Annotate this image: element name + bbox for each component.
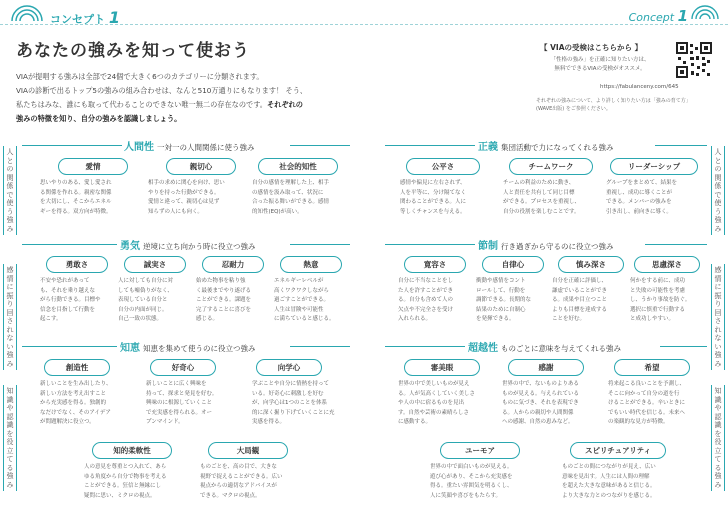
- top-bar: [0, 0, 728, 30]
- via-description: 「性格の強み」を正確に知りたい方は、 無料でできるVIAの受検がオススメ。: [550, 57, 650, 72]
- via-info-box: [536, 42, 712, 114]
- qr-code-icon[interactable]: [676, 42, 712, 78]
- side-label-right-2: 感情に振り回されない強み: [711, 264, 725, 370]
- category-humanity: 人間性 一対一の人間関係に使う強み: [124, 142, 255, 153]
- intro-text: VIAが提唱する強みは全部で24個で大きく6つのカテゴリーに分類されます。 VIAの診断で出るトップ5の強みの組み合わせは、なんと510万通りにもなります！ そう、 私たちはみな、誰にも取って代わることのできない唯一無二の存在なのです。それぞれの 強みの特徴を知り、自分の強みを認識しましょう。: [16, 72, 308, 123]
- side-label-left-1: 人との関係で使う強み: [3, 146, 17, 235]
- rainbow-icon: [690, 4, 720, 20]
- category-courage: 勇気 逆境に立ち向かう時に役立つ強み: [120, 241, 256, 252]
- rainbow-icon: [10, 4, 44, 22]
- side-label-left-3: 知識や認識を役立てる強み: [3, 385, 17, 491]
- category-transcendence: 超越性 ものごとに意味を与えてくれる強み: [468, 343, 621, 354]
- side-label-right-1: 人との関係で使う強み: [711, 146, 725, 235]
- category-wisdom: 知恵 知恵を集めて使うのに役立つ強み: [120, 343, 256, 354]
- via-url[interactable]: https://fabulanceny.com/645: [600, 84, 679, 90]
- page-title: あなたの強みを知って使おう: [16, 41, 250, 61]
- category-justice: 正義 集団活動で力になってくれる強み: [478, 142, 614, 153]
- side-label-left-2: 感情に振り回されない強み: [3, 264, 17, 370]
- category-temperance: 節制 行き過ぎから守るのに役立つ強み: [478, 241, 614, 252]
- concept-label-left: コンセプト 1: [50, 8, 120, 27]
- concept-label-right: Concept 1: [628, 7, 688, 25]
- via-title: 【 VIAの受検はこちらから 】: [540, 43, 643, 52]
- via-note: それぞれの強みについて、より詳しく知りたい方は「強みの育て方」 (WAVE出版) をご参照ください。: [536, 98, 691, 112]
- side-label-right-3: 知識や認識を役立てる強み: [711, 385, 725, 491]
